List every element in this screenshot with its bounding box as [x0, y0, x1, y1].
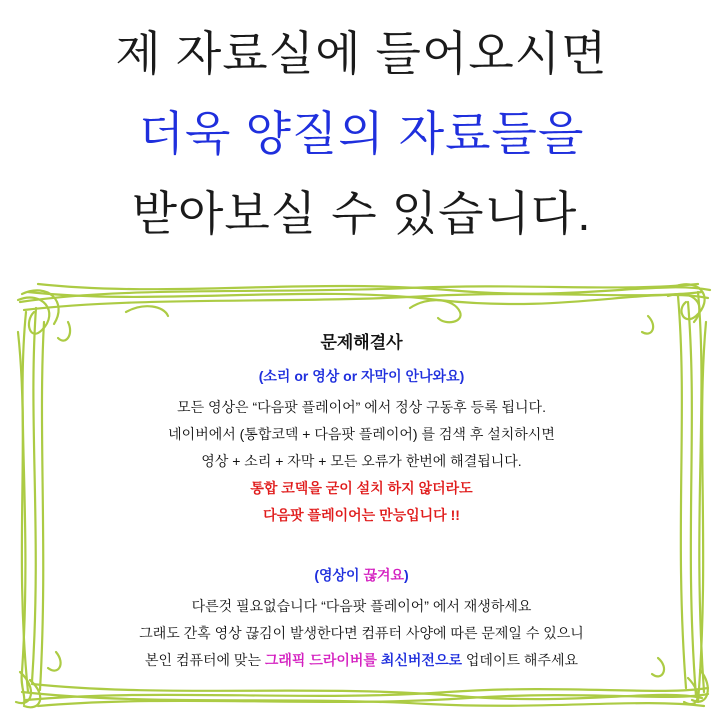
section-divider [40, 529, 683, 559]
section2-question [40, 563, 683, 587]
headline-line-2: 더욱 양질의 자료들을 [138, 107, 585, 160]
last-line-mark-1: 그래픽 드라이버를 [264, 652, 377, 668]
section2-line-1: 다른것 필요없습니다 “다음팟 플레이어” 에서 재생하세요 [191, 598, 532, 614]
headline-block [0, 14, 723, 254]
section2-last-line [40, 647, 683, 674]
section1-line-1: 모든 영상은 “다음팟 플레이어” 에서 정상 구동후 등록 됩니다. [177, 399, 546, 415]
section2-line-2: 그래도 간혹 영상 끊김이 발생한다면 컴퓨터 사양에 따른 문제일 수 있으니 [139, 625, 584, 641]
headline-line-1: 제 자료실에 들어오시면 [115, 27, 608, 80]
section1-line-3: 영상 + 소리 + 자막 + 모든 오류가 한번에 해결됩니다. [201, 453, 522, 469]
section2-question-prefix: (영상이 [314, 567, 364, 583]
last-line-pre: 본인 컴퓨터에 맞는 [145, 652, 265, 668]
section1-highlight-2: 다음팟 플레이어는 만능입니다 !! [263, 507, 460, 523]
last-line-post: 업데이트 해주세요 [462, 652, 578, 668]
section1-highlight-1: 통합 코덱을 굳이 설치 하지 않더라도 [250, 480, 473, 496]
info-panel [40, 330, 683, 674]
section2-question-suffix: ) [404, 567, 409, 583]
section1-question: (소리 or 영상 or 자막이 안나와요) [258, 368, 465, 384]
headline-line-3: 받아보실 수 있습니다. [131, 187, 592, 240]
last-line-mark-2: 최신버전으로 [380, 652, 463, 668]
section1-line-2: 네이버에서 (통합코덱 + 다음팟 플레이어) 를 검색 후 설치하시면 [168, 426, 555, 442]
section2-question-highlight: 끊겨요 [363, 567, 405, 583]
panel-title: 문제해결사 [320, 333, 403, 352]
